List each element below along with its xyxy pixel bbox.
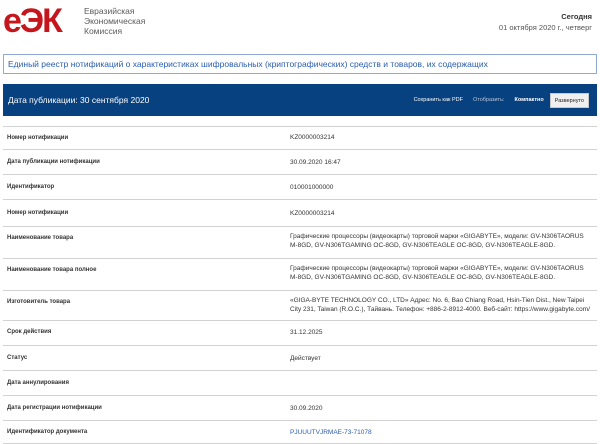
row-label: Наименование товара полное (7, 267, 97, 273)
row-label: Идентификатор (7, 184, 55, 190)
notification-details-table (3, 126, 597, 436)
table-row (3, 371, 597, 396)
org-name-line: Евразийская (84, 6, 135, 16)
row-label: Дата регистрации нотификации (7, 405, 102, 411)
row-value: 30.09.2020 (290, 405, 323, 412)
row-value: Графические процессоры (видеокарты) торговой марки «GIGABYTE», модели: GV-N306TAORUS M-8GD, GV-N306TGAMING OC-8GD, GV-N306TEAGLE OC-8GD, GV-N306TEAGLE-8GD. (290, 233, 584, 249)
publication-date: Дата публикации: 30 сентября 2020 (8, 95, 150, 105)
table-row (3, 200, 597, 227)
table-row (3, 227, 597, 259)
row-value: 010001000000 (290, 184, 334, 191)
table-row (3, 421, 597, 444)
table-row (3, 150, 597, 175)
save-pdf-link[interactable]: Сохранить как PDF (413, 97, 463, 103)
row-value: 30.09.2020 16:47 (290, 159, 341, 166)
page-header (0, 0, 600, 44)
row-label: Дата аннулирования (7, 380, 69, 386)
registry-title-link[interactable]: Единый реестр нотификаций о характеристиках шифровальных (криптографических) средств и товаров, их содержащих (8, 59, 488, 69)
row-label: Срок действия (7, 329, 52, 335)
document-id-link[interactable]: PJUUUTVJRMAE-73-71078 (290, 429, 372, 436)
row-label: Номер нотификации (7, 210, 69, 216)
table-row (3, 396, 597, 421)
row-label: Наименование товара (7, 235, 74, 241)
table-row (3, 259, 597, 291)
today-date: 01 октября 2020 г., четверг (498, 23, 592, 32)
table-row (3, 127, 597, 150)
today-block (499, 12, 592, 32)
row-value: KZ0000003214 (290, 210, 335, 217)
publication-bar (3, 84, 597, 116)
row-value: «GIGA-BYTE TECHNOLOGY CO., LTD» Адрес: No. 6, Bao Chiang Road, Hsin-Tien Dist., New Taipei City 231, Taiwan (R.O.C.), Тайвань. Телефон: +886-2-8912-4000. Веб-сайт: https://www.gigabyte.com/ (290, 297, 590, 313)
row-label: Статус (7, 355, 28, 361)
row-label: Дата публикации нотификации (7, 159, 100, 165)
row-value: KZ0000003214 (290, 134, 335, 141)
compact-view-option[interactable]: Компактно (514, 97, 544, 103)
display-label: Отобразить: (472, 97, 505, 103)
row-label: Номер нотификации (7, 135, 69, 141)
row-label: Идентификатор документа (7, 429, 88, 435)
table-row (3, 321, 597, 346)
org-name-line: Экономическая (84, 16, 146, 26)
registry-title-box (3, 54, 597, 74)
eec-logo[interactable]: еЭК (3, 2, 61, 40)
org-name-line: Комиссия (84, 26, 123, 36)
view-actions (404, 91, 589, 109)
row-value: 31.12.2025 (290, 329, 323, 336)
row-label: Изготовитель товара (7, 299, 71, 305)
table-row (3, 346, 597, 371)
today-label: Сегодня (561, 12, 592, 21)
row-value: Графические процессоры (видеокарты) торговой марки «GIGABYTE», модели: GV-N306TAORUS M-8GD, GV-N306TGAMING OC-8GD, GV-N306TEAGLE OC-8GD, GV-N306TEAGLE-8GD. (290, 265, 584, 281)
org-name (84, 6, 145, 36)
expanded-view-button[interactable]: Развернуто (550, 93, 589, 108)
row-value: Действует (290, 355, 321, 362)
table-row (3, 291, 597, 321)
table-row (3, 175, 597, 200)
